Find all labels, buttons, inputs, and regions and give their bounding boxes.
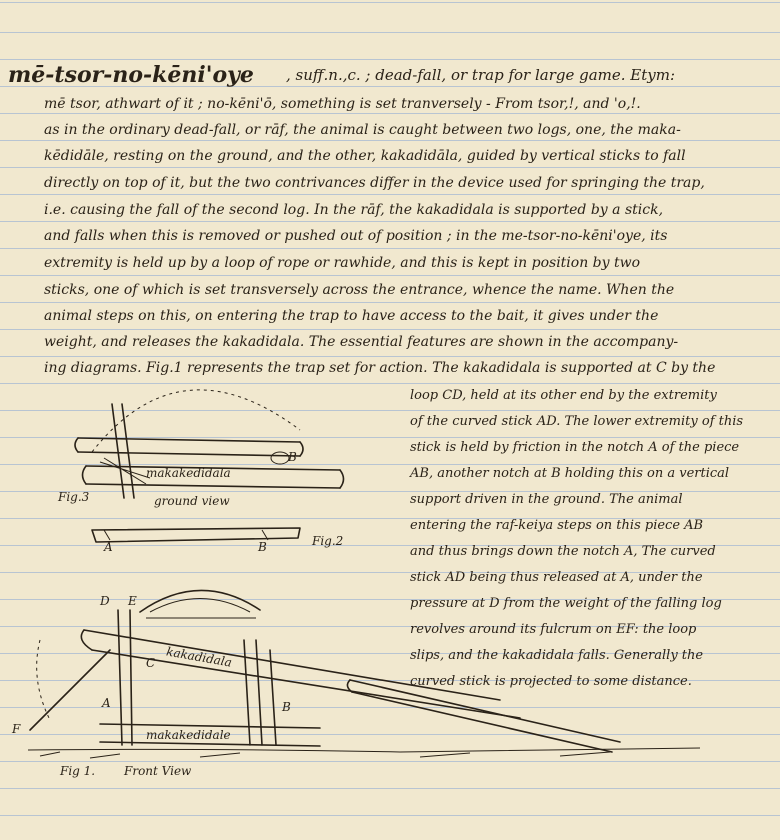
fig1-label-c: C xyxy=(146,656,156,670)
description-line: AB, another notch at B holding this on a vertical xyxy=(410,466,730,481)
fig1-label-d: D xyxy=(100,594,110,608)
fig1-caption: Fig 1. xyxy=(60,764,96,778)
body-line: i.e. causing the fall of the second log. In the rāf, the kakadidala is supported by a stick, xyxy=(44,202,664,218)
fig1-makakedidale-label: makakedidale xyxy=(146,728,231,742)
body-line: extremity is held up by a loop of rope or rawhide, and this is kept in position by two xyxy=(44,255,641,271)
fig3-label-b: B xyxy=(288,450,297,464)
fig2-caption: Fig.2 xyxy=(312,534,344,548)
body-line: weight, and releases the kakadidala. The essential features are shown in the accompany- xyxy=(44,334,679,350)
description-line: pressure at D from the weight of the falling log xyxy=(410,596,722,611)
description-line: entering the raf-keiya steps on this piece AB xyxy=(410,518,704,533)
fig1-label-a: A xyxy=(102,696,111,710)
body-line: sticks, one of which is set transversely across the entrance, whence the name. When the xyxy=(44,282,675,298)
fig2-label-a: A xyxy=(104,540,113,554)
description-line: stick AD being thus released at A, under the xyxy=(410,570,703,585)
description-line: stick is held by friction in the notch A of the piece xyxy=(410,440,740,455)
description-line: loop CD, held at its other end by the extremity xyxy=(410,388,717,403)
body-line: and falls when this is removed or pushed out of position ; in the me-tsor-no-kēni'oye, its xyxy=(44,228,668,244)
fig3-ground-view-sketch xyxy=(75,390,344,498)
headword: mē-tsor-no-kēni'oye xyxy=(8,62,254,88)
body-line: ing diagrams. Fig.1 represents the trap set for action. The kakadidala is supported at C by the xyxy=(44,360,716,376)
fig1-label-e: E xyxy=(128,594,137,608)
body-line: directly on top of it, but the two contrivances differ in the device used for springing the trap, xyxy=(44,175,705,191)
headword-definition: , suff.n.,c. ; dead-fall, or trap for large game. Etym: xyxy=(286,66,676,84)
description-line: and thus brings down the notch A, The curved xyxy=(410,544,716,559)
fig3-caption: Fig.3 xyxy=(58,490,90,504)
fig2-stick-sketch xyxy=(92,528,300,542)
fig2-label-b: B xyxy=(258,540,267,554)
description-line: revolves around its fulcrum on EF: the loop xyxy=(410,622,697,637)
body-line: kēdidāle, resting on the ground, and the other, kakadidāla, guided by vertical sticks to fall xyxy=(44,148,686,164)
description-line: support driven in the ground. The animal xyxy=(410,492,683,507)
description-line: curved stick is projected to some distance. xyxy=(410,674,692,689)
fig3-ground-view-caption: ground view xyxy=(154,494,230,508)
fig3-log-label: makakedidala xyxy=(146,466,231,480)
description-line: slips, and the kakadidala falls. Generally the xyxy=(410,648,704,663)
body-line: animal steps on this, on entering the trap to have access to the bait, it gives under the xyxy=(44,308,659,324)
fig1-label-f: F xyxy=(12,722,21,736)
fig1-kakadidala-label: kakadidala xyxy=(165,644,233,670)
body-line: as in the ordinary dead-fall, or rāf, the animal is caught between two logs, one, the maka- xyxy=(44,122,681,138)
description-line: of the curved stick AD. The lower extremity of this xyxy=(410,414,744,429)
fig1-front-view-caption: Front View xyxy=(124,764,192,778)
fig1-front-view-sketch xyxy=(28,590,700,758)
body-line: mē tsor, athwart of it ; no-kēni'ō, something is set tranversely - From tsor,!, and 'o,!. xyxy=(44,96,641,112)
fig1-label-b: B xyxy=(282,700,291,714)
